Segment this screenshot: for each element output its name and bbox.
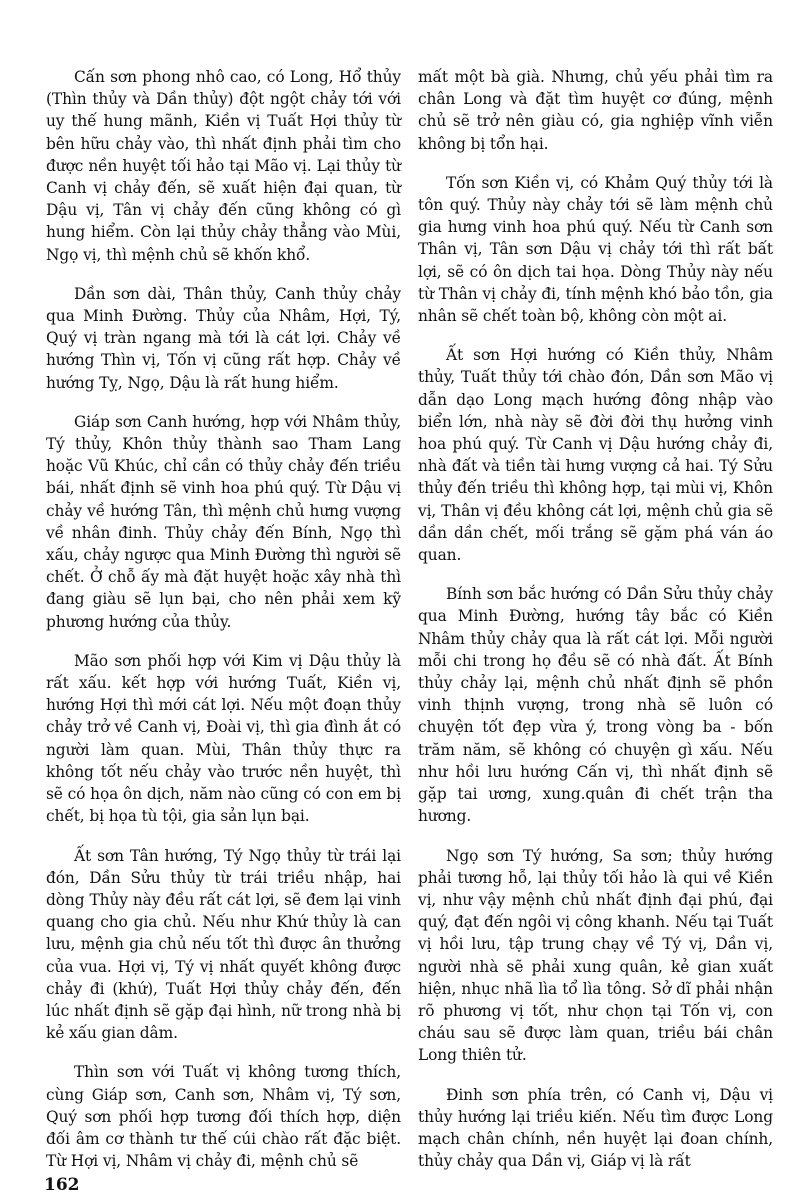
page-number: 162 xyxy=(44,1175,80,1195)
paragraph: Đinh sơn phía trên, có Canh vị, Dậu vị thủy hướng lại triều kiến. Nếu tìm được Long mạch chân chính, nền huyệt lại đoan chính, thủy chảy qua Dần vị, Giáp vị là rất xyxy=(418,1085,773,1171)
paragraph: Cấn sơn phong nhô cao, có Long, Hổ thủy (Thìn thủy và Dần thủy) đột ngột chảy tới với uy thế hung mãnh, Kiền vị Tuất Hợi thủy từ bên hữu chảy vào, thì nhất định phải tìm cho được nền huyệt tối hảo tại Mão vị. Lại thủy từ Canh vị chảy đến, sẽ xuất hiện đại quan, từ Dậu vị, Tân vị chảy đến cũng không có gì hung hiểm. Còn lại thủy chảy thẳng vào Mùi, Ngọ vị, thì mệnh chủ sẽ khốn khổ. xyxy=(46,68,401,264)
paragraph: Ất sơn Hợi hướng có Kiền thủy, Nhâm thủy, Tuất thủy tới chào đón, Dần sơn Mão vị dẫn dạo Long mạch hướng đông nhập vào biển lớn, nhà này sẽ đời đời thụ hưởng vinh hoa phú quý. Từ Canh vị Dậu hướng chảy đi, nhà đất và tiền tài hưng vượng cả hai. Tý Sửu thủy đến triều thì không hợp, tại mùi vị, Khôn vị, Thân vị đều không cát lợi, mệnh chủ gia sẽ dần dần chết, mối trắng sẽ gặm phá ván áo quan. xyxy=(418,346,773,565)
left-column xyxy=(46,66,401,1189)
paragraph: Giáp sơn Canh hướng, hợp với Nhâm thủy, Tý thủy, Khôn thủy thành sao Tham Lang hoặc Vũ Khúc, chỉ cần có thủy chảy đến triều bái, nhất định sẽ vinh hoa phú quý. Từ Dậu vị chảy về hướng Tân, thì mệnh chủ hưng vượng về nhân đinh. Thủy chảy đến Bính, Ngọ thì xấu, chảy ngược qua Minh Đường thì người sẽ chết. Ở chỗ ấy mà đặt huyệt hoặc xây nhà thì đang giàu sẽ lụn bại, cho nên phải xem kỹ phương hướng của thủy. xyxy=(46,412,401,631)
paragraph: Tốn sơn Kiền vị, có Khảm Quý thủy tới là tôn quý. Thủy này chảy tới sẽ làm mệnh chủ gia hưng vinh hoa phú quý. Nếu từ Canh sơn Thân vị, Tân sơn Dậu vị chảy tới thì rất bất lợi, sẽ có ôn dịch tai họa. Dòng Thủy này nếu từ Thân vị chảy đi, tính mệnh khó bảo tồn, gia nhân sẽ chết toàn bộ, không còn một ai. xyxy=(418,173,773,326)
paragraph: Thìn sơn với Tuất vị không tương thích, cùng Giáp sơn, Canh sơn, Nhâm vị, Tý sơn, Quý sơn phối hợp tương đối thích hợp, diện đối âm cơ thành tư thế cúi chào rất đặc biệt. Từ Hợi vị, Nhâm vị chảy đi, mệnh chủ sẽ xyxy=(46,1063,401,1171)
paragraph: Ất sơn Tân hướng, Tý Ngọ thủy từ trái lại đón, Dần Sửu thủy từ trái triều nhập, hai dòng Thủy này đều rất cát lợi, sẽ đem lại vinh quang cho gia chủ. Nếu như Khứ thủy là can lưu, mệnh gia chủ nếu tốt thì được ân thưởng của vua. Hợi vị, Tý vị nhất quyết không được chảy đi (khứ), Tuất Hợi thủy chảy đến, đến lúc nhất định sẽ gặp đại hình, nữ trong nhà bị kẻ xấu gian dâm. xyxy=(46,846,401,1043)
paragraph: Dần sơn dài, Thân thủy, Canh thủy chảy qua Minh Đường. Thủy của Nhâm, Hợi, Tý, Quý vị tràn ngang mà tới là cát lợi. Chảy về hướng Thìn vị, Tốn vị cũng rất hợp. Chảy về hướng Tỵ, Ngọ, Dậu là rất hung hiểm. xyxy=(46,284,401,392)
paragraph: Mão sơn phối hợp với Kim vị Dậu thủy là rất xấu. kết hợp với hướng Tuất, Kiền vị, hướng Hợi thì mới cát lợi. Nếu một đoạn thủy chảy trở về Canh vị, Đoài vị, thì gia đình ắt có người làm quan. Mùi, Thân thủy thực ra không tốt nếu chảy vào trước nền huyệt, thì sẽ có họa ôn dịch, năm nào cũng có con em bị chết, bị họa tù tội, gia sản lụn bại. xyxy=(46,651,401,826)
paragraph: Ngọ sơn Tý hướng, Sa sơn; thủy hướng phải tương hỗ, lại thủy tối hảo là qui về Kiền vị, như vậy mệnh chủ nhất định đại phú, đại quý, đạt đến ngôi vị công khanh. Nếu tại Tuất vị hồi lưu, tập trung chạy về Tý vị, Dần vị, người nhà sẽ phải xung quân, kẻ gian xuất hiện, nhục nhã lìa tổ lìa tông. Sở dĩ phải nhận rõ phương vị tốt, như chọn tại Tốn vị, con cháu sau sẽ được làm quan, triều bái chân Long thiên tử. xyxy=(418,846,773,1065)
paragraph-continued: mất một bà già. Nhưng, chủ yếu phải tìm ra chân Long và đặt tìm huyệt cơ đúng, mệnh chủ sẽ trở nên giàu có, gia nghiệp vĩnh viễn không bị tổn hại. xyxy=(418,68,773,153)
paragraph: Bính sơn bắc hướng có Dần Sửu thủy chảy qua Minh Đường, hướng tây bắc có Kiền Nhâm thủy chảy qua là rất cát lợi. Mỗi người mỗi chi trong họ đều sẽ có nhà đất. Ất Bính thủy chảy lại, mệnh chủ nhất định sẽ phồn vinh thịnh vượng, trong nhà sẽ luôn có chuyện tốt đẹp vừa ý, trong vòng ba - bốn trăm năm, sẽ không có chuyện gì xấu. Nếu như hồi lưu hướng Cấn vị, thì nhất định sẽ gặp tai ương, xung.quân đi chết trận tha hương. xyxy=(418,585,773,826)
right-column xyxy=(418,66,773,1189)
